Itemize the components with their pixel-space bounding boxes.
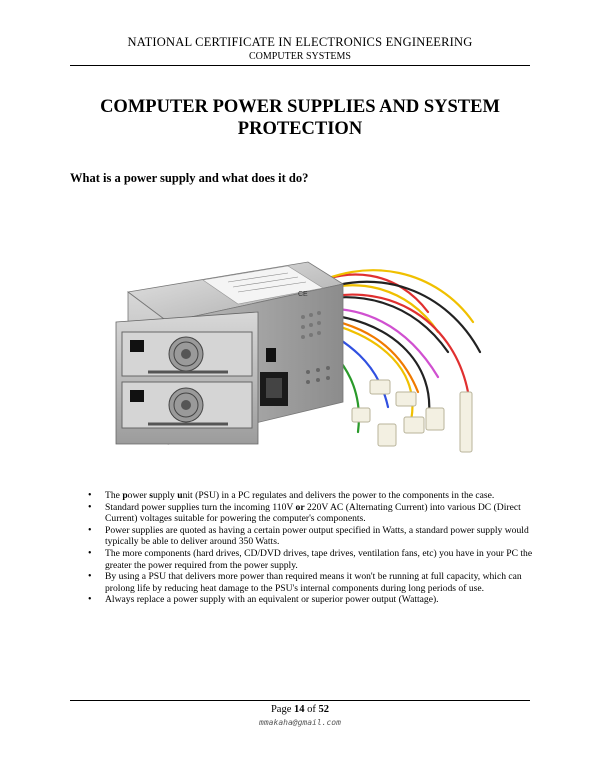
power-switch <box>266 348 276 362</box>
bold-text: u <box>177 490 183 501</box>
header-line-2: COMPUTER SYSTEMS <box>249 51 351 62</box>
text-run: upply <box>152 490 178 501</box>
ce-mark: CE <box>298 291 308 298</box>
title-line-1: COMPUTER POWER SUPPLIES AND SYSTEM <box>100 97 500 117</box>
text-run: The <box>105 490 123 501</box>
bullet-item <box>88 571 533 594</box>
text-run: Standard power supplies turn the incoming 110V <box>105 501 296 513</box>
bullet-list <box>88 490 533 606</box>
page-footer <box>70 704 530 727</box>
page-number: 14 <box>294 704 305 715</box>
text-run: Always replace a power supply with an equivalent or superior power output (Wattage). <box>105 594 439 606</box>
page-title <box>70 96 530 140</box>
fan-module-top <box>122 332 252 376</box>
power-supply-photo <box>108 232 493 464</box>
title-line-2: PROTECTION <box>237 119 363 139</box>
bullet-item <box>88 502 533 525</box>
text-run: 220V AC (Alternating Current) into various DC (Direct Current) voltages suitable for powering the computer's components. <box>105 501 521 525</box>
bullet-item <box>88 548 533 571</box>
header-divider <box>70 65 530 66</box>
text-run: Power supplies are quoted as having a certain power output specified in Watts, a standard power supply would typically be able to deliver around 350 Watts. <box>105 524 529 548</box>
bullet-item <box>88 594 533 606</box>
bullet-item <box>88 490 533 502</box>
page-word: Page <box>270 704 292 715</box>
text-run: nit (PSU) in a PC regulates and delivers the power to the components in the case. <box>182 490 495 501</box>
section-heading: What is a power supply and what does it do? <box>70 171 309 185</box>
footer-divider <box>70 700 530 701</box>
bold-text: s <box>149 490 153 501</box>
bullet-item <box>88 525 533 548</box>
page-header <box>70 35 530 62</box>
fan-module-bottom <box>122 382 252 428</box>
bold-text: or <box>295 501 305 513</box>
page-total: 52 <box>318 704 330 715</box>
text-run: The more components (hard drives, CD/DVD drives, tape drives, ventilation fans, etc) you have in your PC the greater the power required from the power supply. <box>105 547 533 571</box>
text-run: By using a PSU that delivers more power than required means it won't be running at full capacity, which can prolong life by reducing heat damage to the PSU's internal components during long periods of use. <box>105 571 522 594</box>
bold-text: p <box>122 490 128 501</box>
of-word: of <box>307 704 316 715</box>
author-email: mmakaha@gmail.com <box>259 718 341 727</box>
page-counter <box>70 704 530 715</box>
header-line-1: NATIONAL CERTIFICATE IN ELECTRONICS ENGINEERING <box>127 35 473 49</box>
text-run: ower <box>127 490 150 501</box>
